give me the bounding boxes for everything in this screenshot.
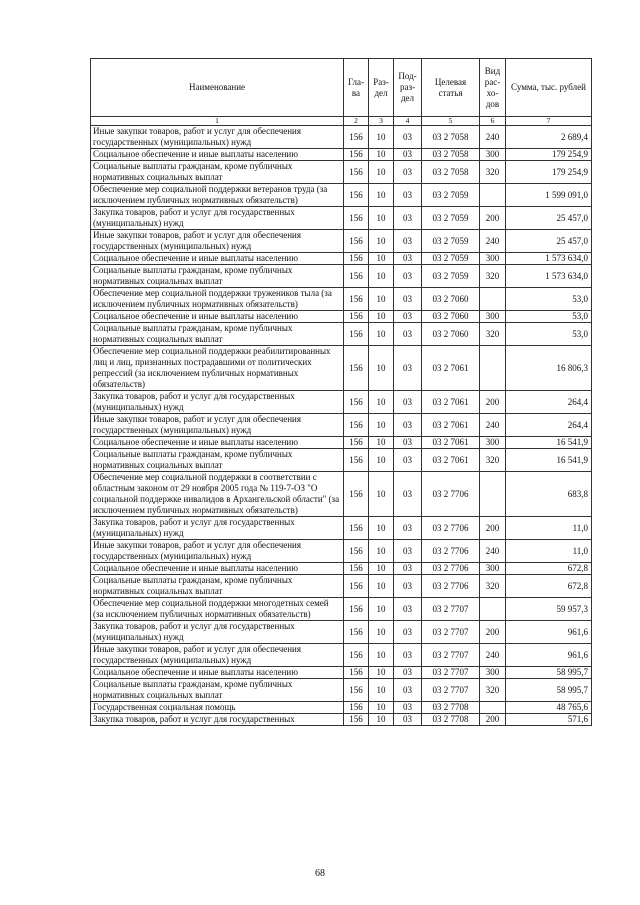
row-target-cell: 03 2 7707 (422, 598, 480, 621)
row-sum-cell: 53,0 (506, 288, 592, 311)
table-row (91, 323, 592, 346)
row-target-cell: 03 2 7706 (422, 540, 480, 563)
row-target-cell: 03 2 7060 (422, 288, 480, 311)
row-name-cell: Закупка товаров, работ и услуг для государственных (муниципальных) нужд (91, 621, 344, 644)
row-vid-cell: 320 (480, 265, 506, 288)
row-target-cell: 03 2 7707 (422, 667, 480, 679)
row-glava-cell: 156 (344, 621, 369, 644)
row-razdel-cell: 10 (369, 644, 394, 667)
table-row (91, 288, 592, 311)
row-razdel-cell: 10 (369, 161, 394, 184)
row-razdel-cell: 10 (369, 149, 394, 161)
table-row (91, 517, 592, 540)
row-vid-cell (480, 702, 506, 714)
row-podrazdel-cell: 03 (394, 265, 422, 288)
row-podrazdel-cell: 03 (394, 702, 422, 714)
row-glava-cell: 156 (344, 517, 369, 540)
row-vid-cell: 200 (480, 621, 506, 644)
row-name-cell: Закупка товаров, работ и услуг для государственных (муниципальных) нужд (91, 391, 344, 414)
header-razdel: Раз-дел (369, 59, 394, 117)
row-glava-cell: 156 (344, 667, 369, 679)
row-sum-cell: 1 573 634,0 (506, 253, 592, 265)
row-podrazdel-cell: 03 (394, 437, 422, 449)
row-name-cell: Социальное обеспечение и иные выплаты населению (91, 667, 344, 679)
row-name-cell: Социальное обеспечение и иные выплаты населению (91, 253, 344, 265)
row-target-cell: 03 2 7061 (422, 449, 480, 472)
row-vid-cell: 320 (480, 161, 506, 184)
row-razdel-cell: 10 (369, 323, 394, 346)
row-glava-cell: 156 (344, 449, 369, 472)
row-sum-cell: 672,8 (506, 563, 592, 575)
table-row (91, 207, 592, 230)
row-razdel-cell: 10 (369, 598, 394, 621)
row-name-cell: Социальное обеспечение и иные выплаты населению (91, 149, 344, 161)
budget-table (90, 58, 592, 726)
row-name-cell: Иные закупки товаров, работ и услуг для обеспечения государственных (муниципальных) нужд (91, 414, 344, 437)
row-target-cell: 03 2 7061 (422, 391, 480, 414)
row-glava-cell: 156 (344, 288, 369, 311)
row-name-cell: Социальное обеспечение и иные выплаты населению (91, 437, 344, 449)
row-target-cell: 03 2 7058 (422, 149, 480, 161)
row-target-cell: 03 2 7706 (422, 563, 480, 575)
row-name-cell: Иные закупки товаров, работ и услуг для обеспечения государственных (муниципальных) нужд (91, 126, 344, 149)
row-razdel-cell: 10 (369, 679, 394, 702)
row-vid-cell: 200 (480, 714, 506, 726)
row-sum-cell: 58 995,7 (506, 667, 592, 679)
row-name-cell: Социальное обеспечение и иные выплаты населению (91, 563, 344, 575)
row-vid-cell (480, 472, 506, 517)
row-vid-cell: 240 (480, 540, 506, 563)
table-row (91, 449, 592, 472)
row-sum-cell: 58 995,7 (506, 679, 592, 702)
table-row (91, 230, 592, 253)
row-sum-cell: 25 457,0 (506, 207, 592, 230)
row-glava-cell: 156 (344, 184, 369, 207)
row-sum-cell: 16 806,3 (506, 346, 592, 391)
row-podrazdel-cell: 03 (394, 346, 422, 391)
row-target-cell: 03 2 7058 (422, 161, 480, 184)
row-sum-cell: 179 254,9 (506, 149, 592, 161)
row-vid-cell: 300 (480, 667, 506, 679)
table-row (91, 311, 592, 323)
row-name-cell: Иные закупки товаров, работ и услуг для обеспечения государственных (муниципальных) нужд (91, 644, 344, 667)
row-glava-cell: 156 (344, 702, 369, 714)
row-glava-cell: 156 (344, 575, 369, 598)
row-sum-cell: 264,4 (506, 391, 592, 414)
table-row (91, 149, 592, 161)
row-vid-cell: 300 (480, 563, 506, 575)
row-target-cell: 03 2 7706 (422, 517, 480, 540)
row-podrazdel-cell: 03 (394, 540, 422, 563)
row-target-cell: 03 2 7059 (422, 230, 480, 253)
row-sum-cell: 2 689,4 (506, 126, 592, 149)
row-podrazdel-cell: 03 (394, 126, 422, 149)
column-number: 5 (422, 117, 480, 126)
row-vid-cell: 300 (480, 149, 506, 161)
row-target-cell: 03 2 7707 (422, 644, 480, 667)
row-razdel-cell: 10 (369, 126, 394, 149)
row-name-cell: Закупка товаров, работ и услуг для государственных (91, 714, 344, 726)
row-podrazdel-cell: 03 (394, 714, 422, 726)
table-row (91, 679, 592, 702)
row-razdel-cell: 10 (369, 563, 394, 575)
row-podrazdel-cell: 03 (394, 517, 422, 540)
table-row (91, 253, 592, 265)
row-razdel-cell: 10 (369, 621, 394, 644)
row-podrazdel-cell: 03 (394, 230, 422, 253)
row-target-cell: 03 2 7060 (422, 311, 480, 323)
row-vid-cell: 240 (480, 414, 506, 437)
table-row (91, 598, 592, 621)
row-target-cell: 03 2 7708 (422, 714, 480, 726)
row-glava-cell: 156 (344, 265, 369, 288)
row-target-cell: 03 2 7061 (422, 346, 480, 391)
row-target-cell: 03 2 7060 (422, 323, 480, 346)
row-podrazdel-cell: 03 (394, 149, 422, 161)
row-podrazdel-cell: 03 (394, 644, 422, 667)
column-number: 6 (480, 117, 506, 126)
row-name-cell: Иные закупки товаров, работ и услуг для обеспечения государственных (муниципальных) нужд (91, 540, 344, 563)
row-sum-cell: 11,0 (506, 517, 592, 540)
row-podrazdel-cell: 03 (394, 184, 422, 207)
row-name-cell: Обеспечение мер социальной поддержки реабилитированных лиц и лиц, признанных пострадавшими от политических репрессий (за исключением публичных нормативных обязательств) (91, 346, 344, 391)
row-target-cell: 03 2 7706 (422, 472, 480, 517)
row-glava-cell: 156 (344, 391, 369, 414)
row-podrazdel-cell: 03 (394, 449, 422, 472)
row-sum-cell: 961,6 (506, 644, 592, 667)
table-row (91, 644, 592, 667)
row-sum-cell: 683,8 (506, 472, 592, 517)
row-podrazdel-cell: 03 (394, 414, 422, 437)
row-razdel-cell: 10 (369, 184, 394, 207)
table-row (91, 702, 592, 714)
row-target-cell: 03 2 7706 (422, 575, 480, 598)
row-podrazdel-cell: 03 (394, 311, 422, 323)
row-sum-cell: 25 457,0 (506, 230, 592, 253)
table-row (91, 437, 592, 449)
table-row (91, 667, 592, 679)
header-name: Наименование (91, 59, 344, 117)
table-row (91, 391, 592, 414)
row-name-cell: Закупка товаров, работ и услуг для государственных (муниципальных) нужд (91, 207, 344, 230)
row-razdel-cell: 10 (369, 346, 394, 391)
table-row (91, 414, 592, 437)
row-target-cell: 03 2 7059 (422, 265, 480, 288)
row-name-cell: Социальные выплаты гражданам, кроме публичных нормативных социальных выплат (91, 161, 344, 184)
row-razdel-cell: 10 (369, 472, 394, 517)
row-sum-cell: 16 541,9 (506, 449, 592, 472)
table-row (91, 161, 592, 184)
row-glava-cell: 156 (344, 161, 369, 184)
row-razdel-cell: 10 (369, 575, 394, 598)
row-glava-cell: 156 (344, 540, 369, 563)
row-vid-cell (480, 288, 506, 311)
table-row (91, 265, 592, 288)
row-target-cell: 03 2 7708 (422, 702, 480, 714)
table-row (91, 575, 592, 598)
row-target-cell: 03 2 7061 (422, 437, 480, 449)
row-glava-cell: 156 (344, 149, 369, 161)
table-row (91, 184, 592, 207)
row-target-cell: 03 2 7059 (422, 184, 480, 207)
table-row (91, 563, 592, 575)
row-razdel-cell: 10 (369, 207, 394, 230)
row-razdel-cell: 10 (369, 288, 394, 311)
table-row (91, 472, 592, 517)
row-glava-cell: 156 (344, 714, 369, 726)
row-razdel-cell: 10 (369, 311, 394, 323)
row-vid-cell: 240 (480, 230, 506, 253)
row-vid-cell: 200 (480, 207, 506, 230)
row-glava-cell: 156 (344, 679, 369, 702)
row-vid-cell: 200 (480, 391, 506, 414)
row-name-cell: Социальные выплаты гражданам, кроме публичных нормативных социальных выплат (91, 323, 344, 346)
column-number: 2 (344, 117, 369, 126)
row-razdel-cell: 10 (369, 414, 394, 437)
row-glava-cell: 156 (344, 437, 369, 449)
row-razdel-cell: 10 (369, 517, 394, 540)
row-target-cell: 03 2 7061 (422, 414, 480, 437)
row-razdel-cell: 10 (369, 667, 394, 679)
column-number: 3 (369, 117, 394, 126)
row-razdel-cell: 10 (369, 540, 394, 563)
row-glava-cell: 156 (344, 311, 369, 323)
row-target-cell: 03 2 7707 (422, 679, 480, 702)
row-name-cell: Обеспечение мер социальной поддержки тружеников тыла (за исключением публичных нормативных обязательств) (91, 288, 344, 311)
row-razdel-cell: 10 (369, 230, 394, 253)
column-number: 1 (91, 117, 344, 126)
row-name-cell: Социальное обеспечение и иные выплаты населению (91, 311, 344, 323)
row-podrazdel-cell: 03 (394, 288, 422, 311)
row-sum-cell: 53,0 (506, 311, 592, 323)
row-name-cell: Социальные выплаты гражданам, кроме публичных нормативных социальных выплат (91, 265, 344, 288)
row-vid-cell (480, 346, 506, 391)
row-glava-cell: 156 (344, 644, 369, 667)
row-vid-cell: 200 (480, 517, 506, 540)
row-vid-cell: 240 (480, 644, 506, 667)
row-target-cell: 03 2 7059 (422, 253, 480, 265)
row-glava-cell: 156 (344, 346, 369, 391)
row-sum-cell: 16 541,9 (506, 437, 592, 449)
row-vid-cell: 300 (480, 253, 506, 265)
row-sum-cell: 59 957,3 (506, 598, 592, 621)
row-sum-cell: 1 599 091,0 (506, 184, 592, 207)
header-vid: Вид рас-хо-дов (480, 59, 506, 117)
table-row (91, 126, 592, 149)
row-razdel-cell: 10 (369, 437, 394, 449)
table-row (91, 346, 592, 391)
row-sum-cell: 11,0 (506, 540, 592, 563)
row-podrazdel-cell: 03 (394, 679, 422, 702)
column-number-row (91, 117, 592, 126)
row-razdel-cell: 10 (369, 253, 394, 265)
row-podrazdel-cell: 03 (394, 598, 422, 621)
row-podrazdel-cell: 03 (394, 161, 422, 184)
row-podrazdel-cell: 03 (394, 391, 422, 414)
row-podrazdel-cell: 03 (394, 621, 422, 644)
row-sum-cell: 961,6 (506, 621, 592, 644)
row-target-cell: 03 2 7707 (422, 621, 480, 644)
row-razdel-cell: 10 (369, 449, 394, 472)
row-vid-cell: 320 (480, 323, 506, 346)
row-razdel-cell: 10 (369, 391, 394, 414)
row-podrazdel-cell: 03 (394, 253, 422, 265)
row-glava-cell: 156 (344, 472, 369, 517)
row-vid-cell: 320 (480, 449, 506, 472)
page-number: 68 (315, 868, 325, 879)
table-row (91, 540, 592, 563)
row-sum-cell: 53,0 (506, 323, 592, 346)
row-podrazdel-cell: 03 (394, 575, 422, 598)
row-glava-cell: 156 (344, 414, 369, 437)
row-vid-cell (480, 598, 506, 621)
row-vid-cell (480, 184, 506, 207)
row-podrazdel-cell: 03 (394, 472, 422, 517)
row-glava-cell: 156 (344, 323, 369, 346)
row-razdel-cell: 10 (369, 265, 394, 288)
row-vid-cell: 300 (480, 311, 506, 323)
row-target-cell: 03 2 7059 (422, 207, 480, 230)
row-podrazdel-cell: 03 (394, 563, 422, 575)
table-body (91, 126, 592, 726)
row-vid-cell: 320 (480, 575, 506, 598)
table-row (91, 621, 592, 644)
header-target: Целевая статья (422, 59, 480, 117)
row-vid-cell: 300 (480, 437, 506, 449)
row-name-cell: Закупка товаров, работ и услуг для государственных (муниципальных) нужд (91, 517, 344, 540)
row-glava-cell: 156 (344, 207, 369, 230)
row-sum-cell: 179 254,9 (506, 161, 592, 184)
header-podrazdel: Под-раз-дел (394, 59, 422, 117)
row-glava-cell: 156 (344, 230, 369, 253)
column-number: 4 (394, 117, 422, 126)
row-podrazdel-cell: 03 (394, 323, 422, 346)
row-glava-cell: 156 (344, 253, 369, 265)
header-sum: Сумма, тыс. рублей (506, 59, 592, 117)
row-podrazdel-cell: 03 (394, 207, 422, 230)
row-sum-cell: 48 765,6 (506, 702, 592, 714)
row-sum-cell: 264,4 (506, 414, 592, 437)
row-glava-cell: 156 (344, 563, 369, 575)
row-name-cell: Обеспечение мер социальной поддержки в соответствии с областным законом от 29 ноября 2005 года № 119-7-ОЗ "О социальной поддержке инвалидов в Архангельской области" (за исключением публичных нормативных обязательств) (91, 472, 344, 517)
row-sum-cell: 571,6 (506, 714, 592, 726)
row-name-cell: Обеспечение мер социальной поддержки ветеранов труда (за исключением публичных нормативных обязательств) (91, 184, 344, 207)
column-number: 7 (506, 117, 592, 126)
row-target-cell: 03 2 7058 (422, 126, 480, 149)
row-sum-cell: 1 573 634,0 (506, 265, 592, 288)
row-name-cell: Социальные выплаты гражданам, кроме публичных нормативных социальных выплат (91, 449, 344, 472)
row-vid-cell: 320 (480, 679, 506, 702)
table-row (91, 714, 592, 726)
row-name-cell: Социальные выплаты гражданам, кроме публичных нормативных социальных выплат (91, 575, 344, 598)
header-row (91, 59, 592, 117)
row-name-cell: Государственная социальная помощь (91, 702, 344, 714)
row-glava-cell: 156 (344, 126, 369, 149)
row-razdel-cell: 10 (369, 714, 394, 726)
budget-table-container (90, 58, 591, 726)
row-vid-cell: 240 (480, 126, 506, 149)
row-name-cell: Обеспечение мер социальной поддержки многодетных семей (за исключением публичных нормативных обязательств) (91, 598, 344, 621)
row-name-cell: Иные закупки товаров, работ и услуг для обеспечения государственных (муниципальных) нужд (91, 230, 344, 253)
row-sum-cell: 672,8 (506, 575, 592, 598)
row-razdel-cell: 10 (369, 702, 394, 714)
row-name-cell: Социальные выплаты гражданам, кроме публичных нормативных социальных выплат (91, 679, 344, 702)
row-glava-cell: 156 (344, 598, 369, 621)
row-podrazdel-cell: 03 (394, 667, 422, 679)
header-glava: Гла-ва (344, 59, 369, 117)
